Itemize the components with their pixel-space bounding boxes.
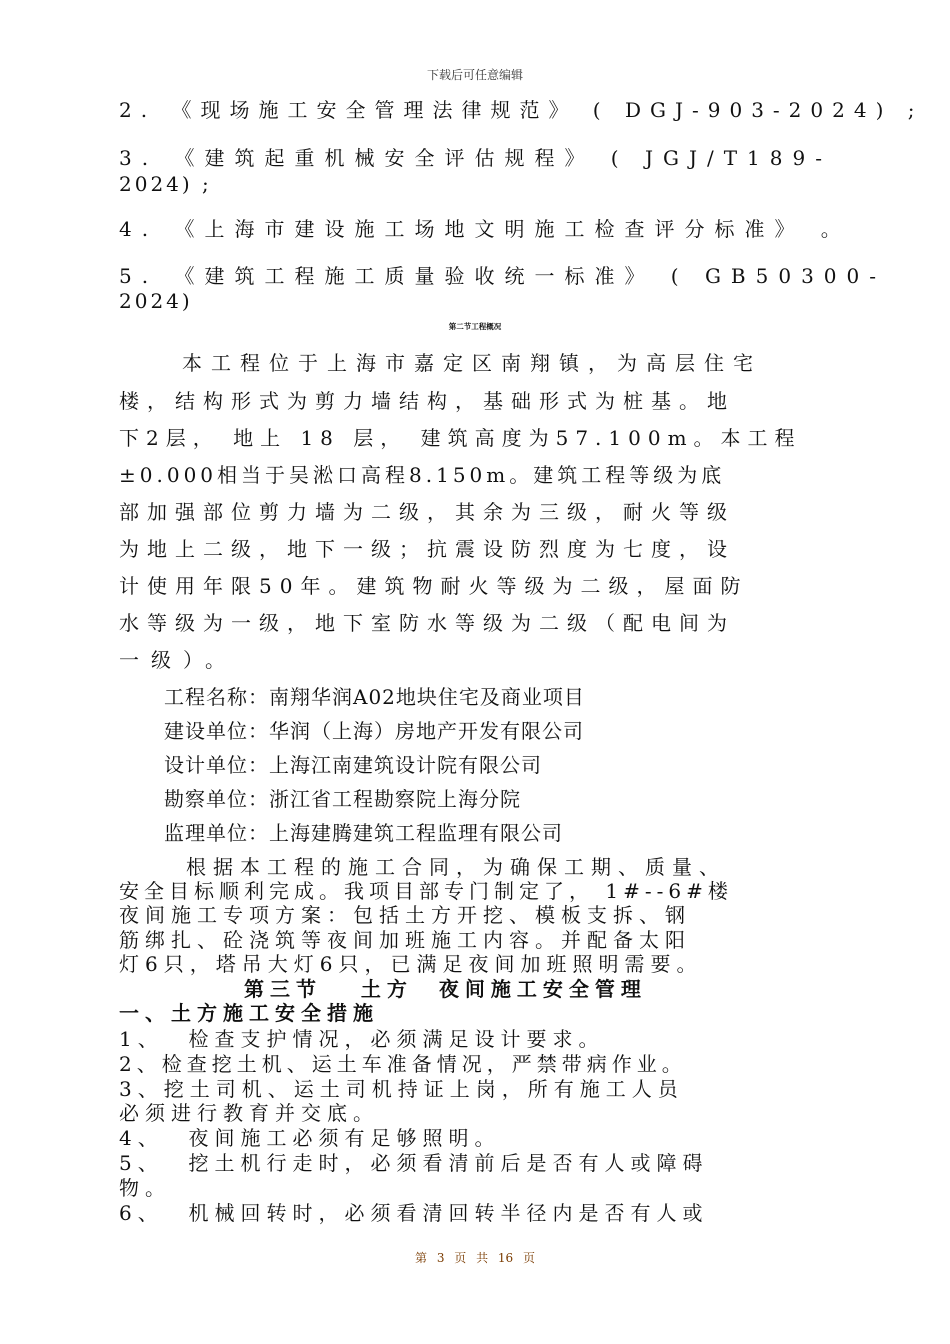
list-item: 3、挖土司机、运土司机持证上岗，所有施工人员 bbox=[119, 1077, 684, 1101]
list-item: 2、检查挖土机、运土车准备情况，严禁带病作业。 bbox=[119, 1052, 687, 1076]
plan-line: 夜间施工专项方案：包括土方开挖、模板支拆、钢 bbox=[119, 903, 691, 927]
list-item: 4、 夜间施工必须有足够照明。 bbox=[119, 1126, 501, 1150]
paragraph-line: ±0.000相当于吴淞口高程8.150m。建筑工程等级为底 bbox=[119, 463, 726, 487]
paragraph-line: 本工程位于上海市嘉定区南翔镇，为高层住宅 bbox=[182, 351, 762, 375]
project-info-line: 设计单位：上海江南建筑设计院有限公司 bbox=[164, 753, 542, 777]
section-title: 第二节工程概况 bbox=[448, 322, 502, 331]
project-info-line: 工程名称：南翔华润A02地块住宅及商业项目 bbox=[164, 685, 585, 709]
reference-line: 2. 《现场施工安全管理法律规范》 ( DGJ-903-2024) ; bbox=[119, 98, 924, 122]
plan-line: 根据本工程的施工合同，为确保工期、质量、 bbox=[186, 855, 726, 879]
reference-line: 5. 《建筑工程施工质量验收统一标准》 ( GB50300- bbox=[119, 264, 887, 288]
page-footer: 第 3 页 共 16 页 bbox=[415, 1251, 535, 1265]
list-item: 必须进行教育并交底。 bbox=[119, 1101, 379, 1125]
plan-line: 灯6只，塔吊大灯6只，已满足夜间加班照明需要。 bbox=[119, 952, 703, 976]
reference-line: 3. 《建筑起重机械安全评估规程》 ( JGJ/T189- bbox=[119, 146, 832, 170]
project-info-line: 监理单位：上海建腾建筑工程监理有限公司 bbox=[164, 821, 563, 845]
paragraph-line: 为地上二级，地下一级；抗震设防烈度为七度，设 bbox=[119, 537, 735, 561]
plan-line: 安全目标顺利完成。我项目部专门制定了， 1#--6#楼 bbox=[119, 879, 733, 903]
reference-line: 4. 《上海市建设施工场地文明施工检查评分标准》 。 bbox=[119, 217, 851, 241]
paragraph-line: 部加强部位剪力墙为二级，其余为三级，耐火等级 bbox=[119, 500, 735, 524]
subsection-title: 一、土方施工安全措施 bbox=[119, 1001, 379, 1025]
project-info-line: 建设单位：华润（上海）房地产开发有限公司 bbox=[164, 719, 584, 743]
paragraph-line: 计使用年限50年。建筑物耐火等级为二级，屋面防 bbox=[119, 574, 749, 598]
reference-line: 2024) ; bbox=[119, 172, 212, 196]
paragraph-line: 一级）。 bbox=[119, 648, 237, 672]
list-item: 物。 bbox=[119, 1176, 171, 1200]
section-title: 第三节 土方 夜间施工安全管理 bbox=[244, 977, 647, 1001]
paragraph-line: 水等级为一级，地下室防水等级为二级（配电间为 bbox=[119, 611, 735, 635]
paragraph-line: 下2层， 地上 18 层， 建筑高度为57.100m。本工程 bbox=[119, 426, 802, 450]
project-info-line: 勘察单位：浙江省工程勘察院上海分院 bbox=[164, 787, 521, 811]
list-item: 1、 检查支护情况，必须满足设计要求。 bbox=[119, 1027, 605, 1051]
page-header: 下载后可任意编辑 bbox=[426, 68, 523, 82]
list-item: 6、 机械回转时，必须看清回转半径内是否有人或 bbox=[119, 1201, 709, 1225]
list-item: 5、 挖土机行走时，必须看清前后是否有人或障碍 bbox=[119, 1151, 709, 1175]
reference-line: 2024) bbox=[119, 289, 193, 313]
plan-line: 筋绑扎、砼浇筑等夜间加班施工内容。并配备太阳 bbox=[119, 928, 691, 952]
paragraph-line: 楼，结构形式为剪力墙结构，基础形式为桩基。地 bbox=[119, 389, 735, 413]
